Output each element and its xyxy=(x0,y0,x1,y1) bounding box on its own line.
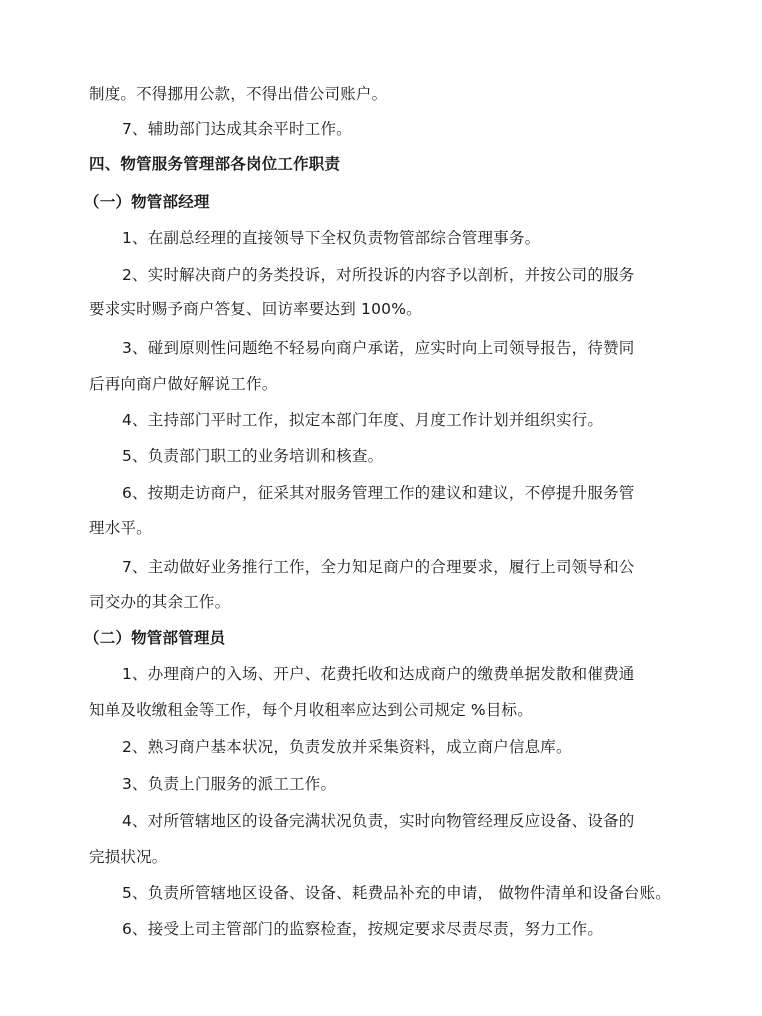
text-line: 4、主持部门平时工作，拟定本部门年度、月度工作计划并组织实行。 xyxy=(122,411,604,429)
text-line: 2、熟习商户基本状况，负责发放并采集资料，成立商户信息库。 xyxy=(122,738,572,756)
text-line: 7、主动做好业务推行工作，全力知足商户的合理要求，履行上司领导和公 xyxy=(122,558,635,576)
text-line: 6、接受上司主管部门的监察检查，按规定要求尽责尽责，努力工作。 xyxy=(122,920,604,938)
subsection-heading: （一）物管部经理 xyxy=(84,193,210,211)
text-line: 理水平。 xyxy=(89,519,152,537)
text-line: 司交办的其余工作。 xyxy=(89,593,231,611)
text-line: 4、对所管辖地区的设备完满状况负责，实时向物管经理反应设备、设备的 xyxy=(122,812,635,830)
text-line: 3、负责上门服务的派工工作。 xyxy=(122,775,337,793)
text-line: 7、辅助部门达成其余平时工作。 xyxy=(122,120,352,138)
text-line: 后再向商户做好解说工作。 xyxy=(89,375,278,393)
section-heading: 四、物管服务管理部各岗位工作职责 xyxy=(89,155,341,173)
text-line: 6、按期走访商户，征采其对服务管理工作的建议和建议，不停提升服务管 xyxy=(122,484,635,502)
text-line: 1、在副总经理的直接领导下全权负责物管部综合管理事务。 xyxy=(122,229,541,247)
text-line: 制度。不得挪用公款，不得出借公司账户。 xyxy=(89,85,388,103)
text-line: 完损状况。 xyxy=(89,848,168,866)
text-line: 5、负责所管辖地区设备、设备、耗费品补充的申请， 做物件清单和设备台账。 xyxy=(122,884,671,902)
text-line: 2、实时解决商户的务类投诉，对所投诉的内容予以剖析，并按公司的服务 xyxy=(122,266,635,284)
text-line: 5、负责部门职工的业务培训和核查。 xyxy=(122,447,384,465)
text-line: 知单及收缴租金等工作，每个月收租率应达到公司规定 %目标。 xyxy=(89,701,533,719)
text-line: 3、碰到原则性问题绝不轻易向商户承诺，应实时向上司领导报告，待赞同 xyxy=(122,339,635,357)
subsection-heading: （二）物管部管理员 xyxy=(84,629,226,647)
text-line: 1、办理商户的入场、开户、花费托收和达成商户的缴费单据发散和催费通 xyxy=(122,665,635,683)
text-line: 要求实时赐予商户答复、回访率要达到 100%。 xyxy=(89,300,422,318)
